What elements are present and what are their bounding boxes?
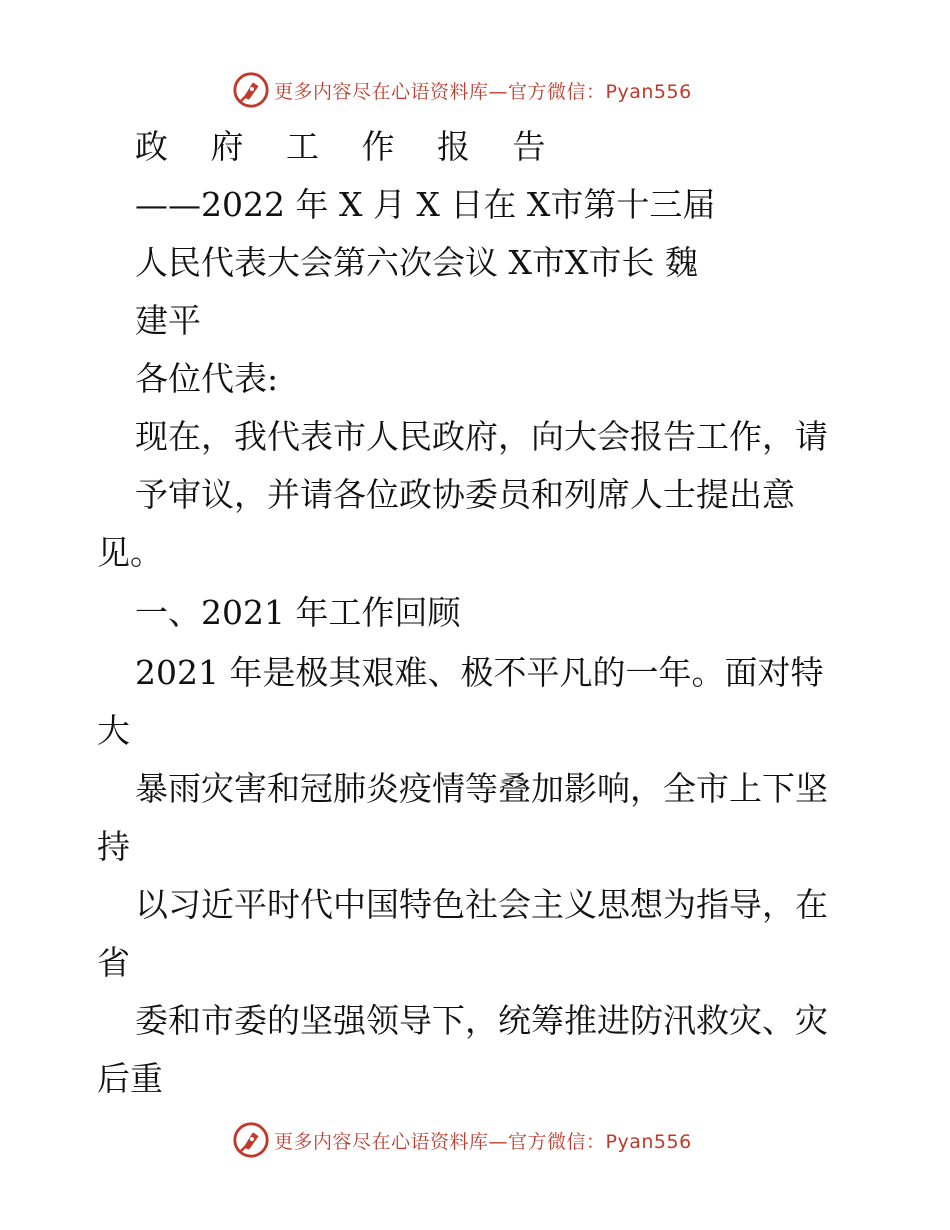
- paragraph-line: 现在，我代表市人民政府，向大会报告工作，请: [135, 417, 828, 456]
- subtitle-line-1: ——2022 年 X 月 X 日在 X市第十三届: [135, 185, 716, 224]
- watermark-header: [232, 70, 692, 110]
- section-heading: 一、2021 年工作回顾: [135, 593, 461, 632]
- paragraph-line: 大: [97, 711, 130, 750]
- paragraph-line: 暴雨灾害和冠肺炎疫情等叠加影响，全市上下坚: [135, 769, 828, 808]
- paragraph-line: 委和市委的坚强领导下，统筹推进防汛救灾、灾: [135, 1001, 828, 1040]
- pen-nib-logo-icon: [232, 1121, 270, 1159]
- paragraph-line: 2021 年是极其艰难、极不平凡的一年。面对特: [135, 653, 824, 692]
- paragraph-line: 见。: [97, 533, 163, 572]
- paragraph-line: 后重: [97, 1059, 163, 1098]
- watermark-text: 更多内容尽在心语资料库—官方微信：Pyan556: [274, 1130, 692, 1153]
- subtitle-line-2: 人民代表大会第六次会议 X市X市长 魏: [135, 243, 698, 282]
- salutation: 各位代表:: [135, 359, 279, 398]
- report-title: 政 府 工 作 报 告: [135, 127, 562, 166]
- subtitle-line-3: 建平: [135, 301, 201, 340]
- paragraph-line: 予审议，并请各位政协委员和列席人士提出意: [135, 475, 795, 514]
- pen-nib-logo-icon: [232, 71, 270, 109]
- paragraph-line: 省: [97, 943, 130, 982]
- watermark-footer: [232, 1120, 692, 1160]
- watermark-text: 更多内容尽在心语资料库—官方微信：Pyan556: [274, 80, 692, 103]
- paragraph-line: 持: [97, 827, 130, 866]
- paragraph-line: 以习近平时代中国特色社会主义思想为指导，在: [135, 885, 828, 924]
